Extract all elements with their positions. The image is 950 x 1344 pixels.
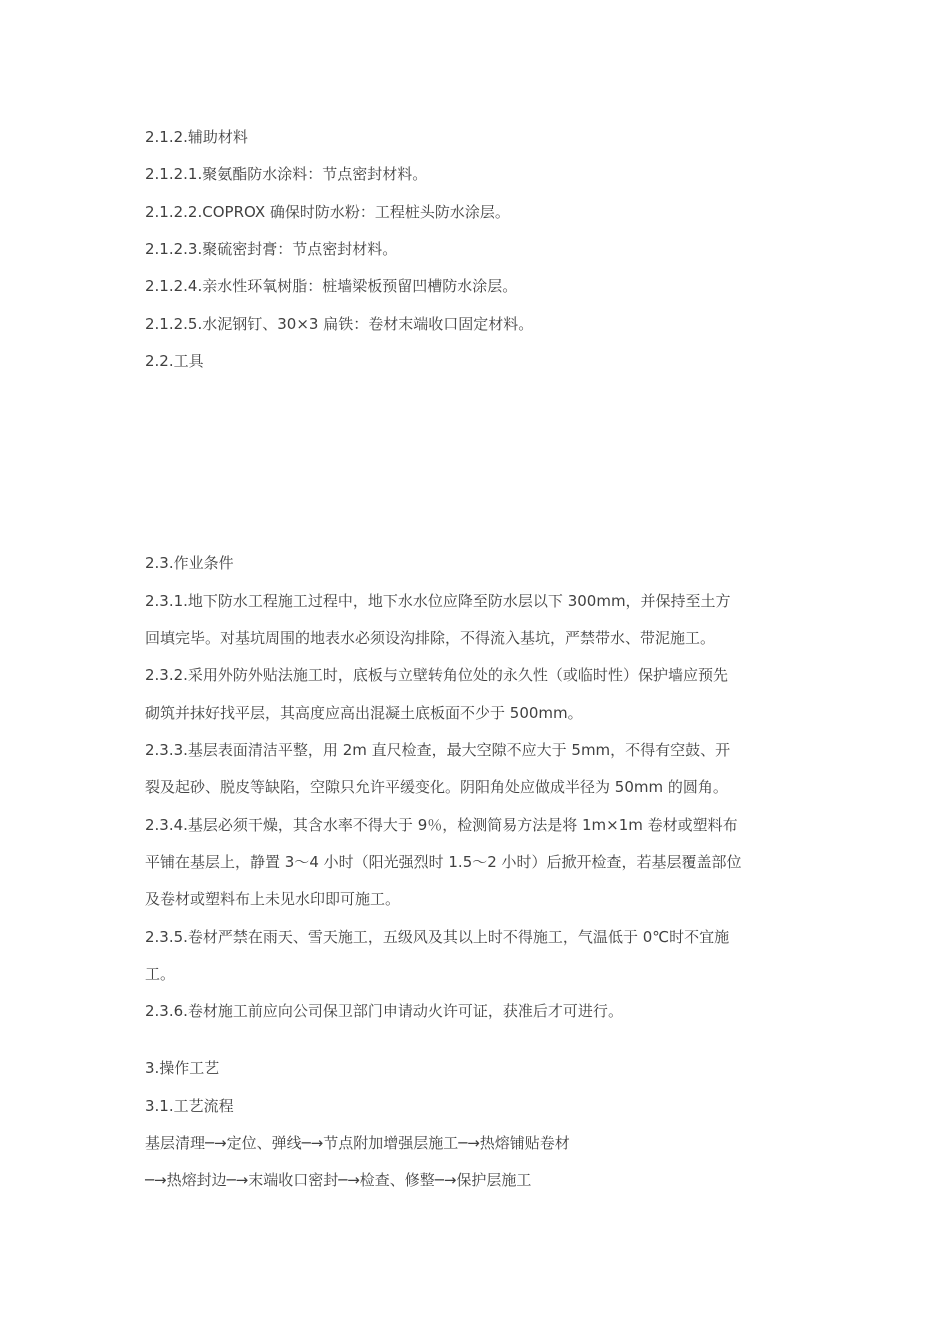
list-item: 2.1.2.4.亲水性环氧树脂：桩墙梁板预留凹槽防水涂层。 (145, 277, 518, 295)
paragraph-line: 2.3.5.卷材严禁在雨天、雪天施工，五级风及其以上时不得施工，气温低于 0℃时不宜施 (145, 928, 730, 946)
paragraph-line: 砌筑并抹好找平层，其高度应高出混凝土底板面不少于 500mm。 (145, 704, 583, 722)
paragraph-line: 平铺在基层上，静置 3～4 小时（阳光强烈时 1.5～2 小时）后掀开检查，若基层覆盖部位 (145, 853, 742, 871)
section-heading-2-1-2: 2.1.2.辅助材料 (145, 128, 248, 146)
list-item: 2.1.2.3.聚硫密封膏：节点密封材料。 (145, 240, 398, 258)
paragraph-line: 2.3.2.采用外防外贴法施工时，底板与立壁转角位处的永久性（或临时性）保护墙应预先 (145, 666, 728, 684)
list-item: 2.1.2.5.水泥钢钉、30×3 扁铁：卷材末端收口固定材料。 (145, 315, 534, 333)
section-heading-3: 3.操作工艺 (145, 1059, 220, 1077)
paragraph-line: 2.3.1.地下防水工程施工过程中，地下水水位应降至防水层以下 300mm，并保持至土方 (145, 592, 731, 610)
paragraph-line: 2.3.4.基层必须干燥，其含水率不得大于 9％，检测简易方法是将 1m×1m 卷材或塑料布 (145, 816, 738, 834)
paragraph-line: 2.3.6.卷材施工前应向公司保卫部门申请动火许可证，获准后才可进行。 (145, 1002, 623, 1020)
list-item: 2.1.2.2.COPROX 确保时防水粉：工程桩头防水涂层。 (145, 203, 510, 221)
section-heading-2-3: 2.3.作业条件 (145, 554, 234, 572)
paragraph-line: 工。 (145, 965, 176, 983)
section-heading-2-2: 2.2.工具 (145, 352, 204, 370)
paragraph-line: 2.3.3.基层表面清洁平整，用 2m 直尺检查，最大空隙不应大于 5mm，不得有空鼓、开 (145, 741, 731, 759)
process-flow-line: ─→热熔封边─→末端收口密封─→检查、修整─→保护层施工 (145, 1171, 532, 1189)
section-heading-3-1: 3.1.工艺流程 (145, 1097, 234, 1115)
paragraph-line: 及卷材或塑料布上未见水印即可施工。 (145, 890, 401, 908)
paragraph-line: 回填完毕。对基坑周围的地表水必须设沟排除，不得流入基坑，严禁带水、带泥施工。 (145, 629, 716, 647)
paragraph-line: 裂及起砂、脱皮等缺陷，空隙只允许平缓变化。阴阳角处应做成半径为 50mm 的圆角。 (145, 778, 728, 796)
list-item: 2.1.2.1.聚氨酯防水涂料：节点密封材料。 (145, 165, 428, 183)
process-flow-line: 基层清理─→定位、弹线─→节点附加增强层施工─→热熔铺贴卷材 (145, 1134, 570, 1152)
